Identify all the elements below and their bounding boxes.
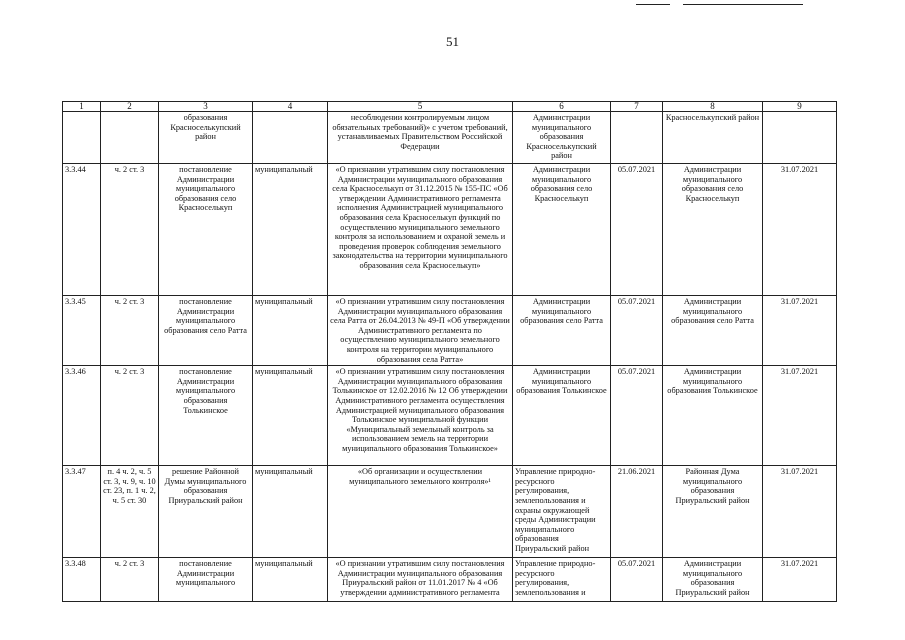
cell-act-type: постановление Администрации муниципального образования село Ратта (159, 296, 253, 366)
col-header-6: 6 (513, 102, 611, 112)
cell-num (63, 112, 101, 164)
cell-basis: ч. 2 ст. 3 (101, 296, 159, 366)
cell-num: 3.3.47 (63, 466, 101, 558)
cell-executor: Администрации муниципального образования Толькинское (513, 366, 611, 466)
cell-authority: Районная Дума муниципального образования Приуральский район (663, 466, 763, 558)
top-rule-right (683, 4, 803, 5)
cell-num: 3.3.44 (63, 164, 101, 296)
table-row (63, 366, 837, 466)
cell-deadline: 31.07.2021 (763, 466, 837, 558)
register-table (62, 101, 837, 602)
cell-level: муниципальный (253, 296, 328, 366)
cell-level: муниципальный (253, 164, 328, 296)
table-row (63, 112, 837, 164)
cell-basis: ч. 2 ст. 3 (101, 558, 159, 602)
cell-deadline: 31.07.2021 (763, 296, 837, 366)
top-rule-left (636, 4, 670, 5)
cell-date: 21.06.2021 (611, 466, 663, 558)
cell-authority: Администрации муниципального образования Толькинское (663, 366, 763, 466)
cell-title: «О признании утратившим силу постановления Администрации муниципального образования села Ратта от 26.04.2013 № 49-П «Об утверждении Административного регламента по осуществлению муниципального земельного контроля на территории муниципального образования села Ратта» (328, 296, 513, 366)
cell-level (253, 112, 328, 164)
cell-num: 3.3.45 (63, 296, 101, 366)
cell-executor: Управление природно-ресурсного регулирования, землепользования и (513, 558, 611, 602)
cell-date: 05.07.2021 (611, 558, 663, 602)
cell-executor: Управление природно-ресурсного регулирования, землепользования и охраны окружающей среды Администрации муниципального образования Приуральский район (513, 466, 611, 558)
cell-title: «О признании утратившим силу постановления Администрации муниципального образования Толькинское от 12.02.2016 № 12 Об утверждении Административного регламента осуществления Администрацией муниципального образования Толькинское муниципальной функции «Муниципальный земельный контроль за использованием земель на территории муниципального образования Толькинское» (328, 366, 513, 466)
cell-num: 3.3.48 (63, 558, 101, 602)
cell-deadline: 31.07.2021 (763, 366, 837, 466)
col-header-7: 7 (611, 102, 663, 112)
cell-title: «О признании утратившим силу постановления Администрации муниципального образования села Красноселькуп от 31.12.2015 № 155-ПС «Об утверждении Административного регламента исполнения Администрацией муниципального образования села Красноселькуп функций по осуществлению муниципального земельного контроля за использованием и охраной земель и проведения проверок соблюдения земельного законодательства на территории муниципального образования села Красноселькуп» (328, 164, 513, 296)
table-row (63, 558, 837, 602)
cell-num: 3.3.46 (63, 366, 101, 466)
cell-basis: ч. 2 ст. 3 (101, 164, 159, 296)
cell-date (611, 112, 663, 164)
cell-executor: Администрации муниципального образования село Красноселькуп (513, 164, 611, 296)
col-header-2: 2 (101, 102, 159, 112)
cell-executor: Администрации муниципального образования село Ратта (513, 296, 611, 366)
table-row (63, 164, 837, 296)
cell-act-type: решение Районной Думы муниципального образования Приуральский район (159, 466, 253, 558)
page-number: 51 (446, 34, 459, 49)
cell-act-type: образования Красноселькупский район (159, 112, 253, 164)
cell-basis (101, 112, 159, 164)
col-header-3: 3 (159, 102, 253, 112)
cell-act-type: постановление Администрации муниципального (159, 558, 253, 602)
col-header-4: 4 (253, 102, 328, 112)
col-header-5: 5 (328, 102, 513, 112)
cell-authority: Красноселькупский район (663, 112, 763, 164)
header-row (63, 102, 837, 112)
col-header-8: 8 (663, 102, 763, 112)
cell-title: несоблюдении контролируемым лицом обязательных требований)» с учетом требований, устанавливаемых Правительством Российской Федерации (328, 112, 513, 164)
cell-level: муниципальный (253, 366, 328, 466)
cell-title: «О признании утратившим силу постановления Администрации муниципального образования Приуральский район от 11.01.2017 № 4 «Об утверждении административного регламента (328, 558, 513, 602)
cell-level: муниципальный (253, 466, 328, 558)
cell-date: 05.07.2021 (611, 164, 663, 296)
col-header-1: 1 (63, 102, 101, 112)
cell-deadline: 31.07.2021 (763, 558, 837, 602)
cell-deadline: 31.07.2021 (763, 164, 837, 296)
cell-act-type: постановление Администрации муниципального образования село Красноселькуп (159, 164, 253, 296)
cell-basis: ч. 2 ст. 3 (101, 366, 159, 466)
cell-executor: Администрации муниципального образования Красноселькупский район (513, 112, 611, 164)
cell-basis: п. 4 ч. 2, ч. 5 ст. 3, ч. 9, ч. 10 ст. 23, п. 1 ч. 2, ч. 5 ст. 30 (101, 466, 159, 558)
cell-date: 05.07.2021 (611, 296, 663, 366)
cell-act-type: постановление Администрации муниципального образования Толькинское (159, 366, 253, 466)
table-row (63, 296, 837, 366)
cell-level: муниципальный (253, 558, 328, 602)
cell-deadline (763, 112, 837, 164)
cell-date: 05.07.2021 (611, 366, 663, 466)
cell-authority: Администрации муниципального образования Приуральский район (663, 558, 763, 602)
cell-authority: Администрации муниципального образования село Ратта (663, 296, 763, 366)
col-header-9: 9 (763, 102, 837, 112)
table-row (63, 466, 837, 558)
cell-authority: Администрации муниципального образования село Красноселькуп (663, 164, 763, 296)
cell-title: «Об организации и осуществлении муниципального земельного контроля»¹ (328, 466, 513, 558)
